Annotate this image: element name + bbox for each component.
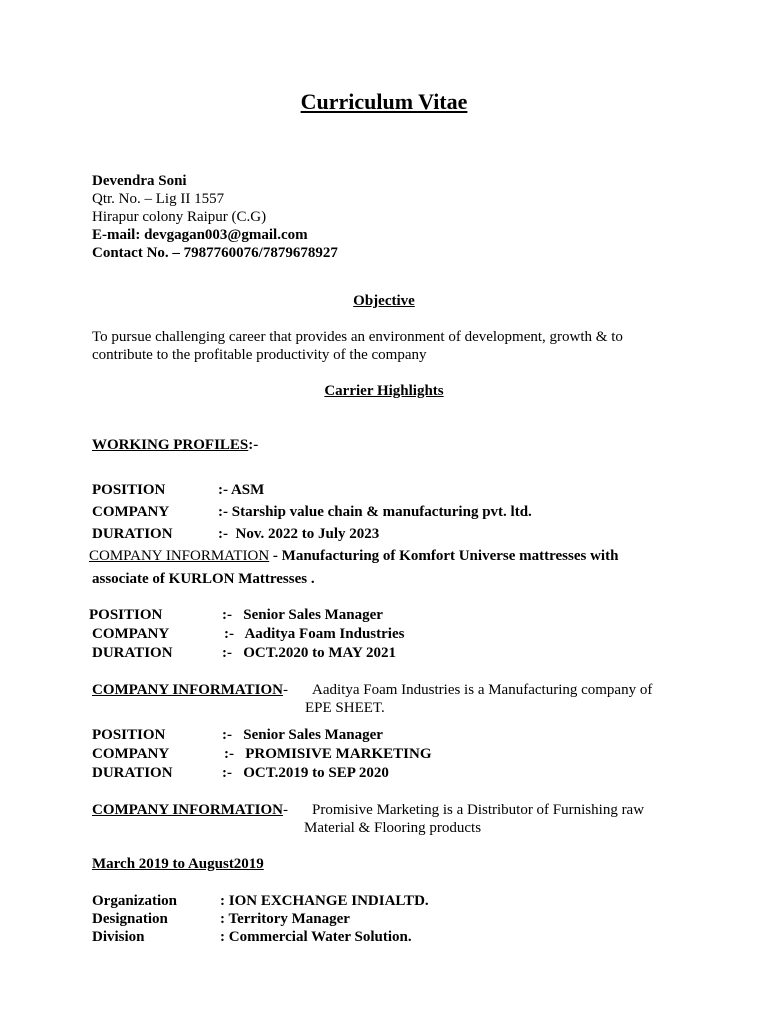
working-profiles-title: WORKING PROFILES [92, 437, 249, 453]
job3-info-line-2: Material & Flooring products [304, 820, 482, 836]
organization-value: : ION EXCHANGE INDIALTD. [220, 893, 429, 909]
job2-info-line-1: Aaditya Foam Industries is a Manufacturing company of [312, 682, 653, 698]
job2-duration-label: DURATION [92, 645, 173, 661]
job3-info-line-1: Promisive Marketing is a Distributor of Furnishing raw [312, 802, 645, 818]
designation-label: Designation [92, 911, 168, 927]
job2-duration-text: OCT.2020 to MAY 2021 [243, 645, 397, 661]
job2-info-label: COMPANY INFORMATION [92, 682, 283, 698]
designation-value: : Territory Manager [220, 911, 350, 927]
job3-position-value [222, 726, 383, 744]
job2-position-text: Senior Sales Manager [243, 607, 383, 623]
job3-company-sep: :- [224, 746, 234, 762]
highlights-heading: Carrier Highlights [324, 383, 444, 399]
job1-info-line-2: associate of KURLON Mattresses . [92, 571, 315, 587]
job3-duration-value [222, 764, 389, 782]
objective-line-1: To pursue challenging career that provides an environment of development, growth & to [92, 329, 623, 345]
job2-company-text: Aaditya Foam Industries [244, 626, 405, 642]
job1-position-text: ASM [230, 482, 265, 498]
page-title: Curriculum Vitae [300, 89, 468, 114]
job2-company-value [224, 625, 404, 643]
job1-duration-text: Nov. 2022 to July 2023 [235, 526, 380, 542]
organization-label: Organization [92, 893, 177, 909]
objective-line-2: contribute to the profitable productivity of the company [92, 347, 427, 363]
job2-duration-sep: :- [222, 645, 232, 661]
job3-position-label: POSITION [92, 727, 166, 743]
job1-duration-value [218, 525, 379, 543]
job3-duration-text: OCT.2019 to SEP 2020 [243, 765, 389, 781]
job1-info-label: COMPANY INFORMATION [89, 548, 270, 564]
job2-company-info [92, 681, 288, 699]
job2-position-label: POSITION [89, 607, 163, 623]
job3-company-value [224, 745, 432, 763]
job1-company-sep: :- [218, 504, 228, 520]
job2-position-value [222, 606, 383, 624]
job2-company-sep: :- [224, 626, 234, 642]
job3-position-text: Senior Sales Manager [243, 727, 383, 743]
job3-company-text: PROMISIVE MARKETING [245, 746, 432, 762]
job1-position-label: POSITION [92, 482, 166, 498]
job1-position-sep: :- [218, 482, 228, 498]
address-line-1: Qtr. No. – Lig II 1557 [92, 191, 225, 207]
job3-info-dash: - [282, 802, 288, 818]
job1-company-label: COMPANY [92, 504, 170, 520]
objective-heading: Objective [353, 293, 415, 309]
working-profiles-heading [92, 436, 258, 454]
job1-company-text: Starship value chain & manufacturing pvt. ltd. [231, 504, 532, 520]
working-profiles-suffix: :- [248, 437, 259, 453]
job1-duration-label: DURATION [92, 526, 173, 542]
job1-company-value [218, 503, 532, 521]
job3-company-info [92, 801, 288, 819]
job1-position-value [218, 481, 264, 499]
contact-number: Contact No. – 7987760076/7879678927 [92, 245, 338, 261]
job2-position-sep: :- [222, 607, 232, 623]
job3-company-label: COMPANY [92, 746, 170, 762]
job3-position-sep: :- [222, 727, 232, 743]
job1-duration-sep: :- [218, 526, 228, 542]
email-line: E-mail: devgagan003@gmail.com [92, 227, 308, 243]
candidate-name: Devendra Soni [92, 173, 187, 189]
job3-info-label: COMPANY INFORMATION [92, 802, 283, 818]
division-label: Division [92, 929, 145, 945]
job2-company-label: COMPANY [92, 626, 170, 642]
division-value: : Commercial Water Solution. [220, 929, 412, 945]
job1-info-line-1: - Manufacturing of Komfort Universe mattresses with [272, 548, 619, 564]
job2-info-line-2: EPE SHEET. [305, 700, 385, 716]
job1-company-info [89, 547, 618, 565]
job3-duration-label: DURATION [92, 765, 173, 781]
address-line-2: Hirapur colony Raipur (C.G) [92, 209, 267, 225]
job2-info-dash: - [282, 682, 288, 698]
job2-duration-value [222, 644, 396, 662]
job3-duration-sep: :- [222, 765, 232, 781]
period-heading: March 2019 to August2019 [92, 856, 264, 872]
